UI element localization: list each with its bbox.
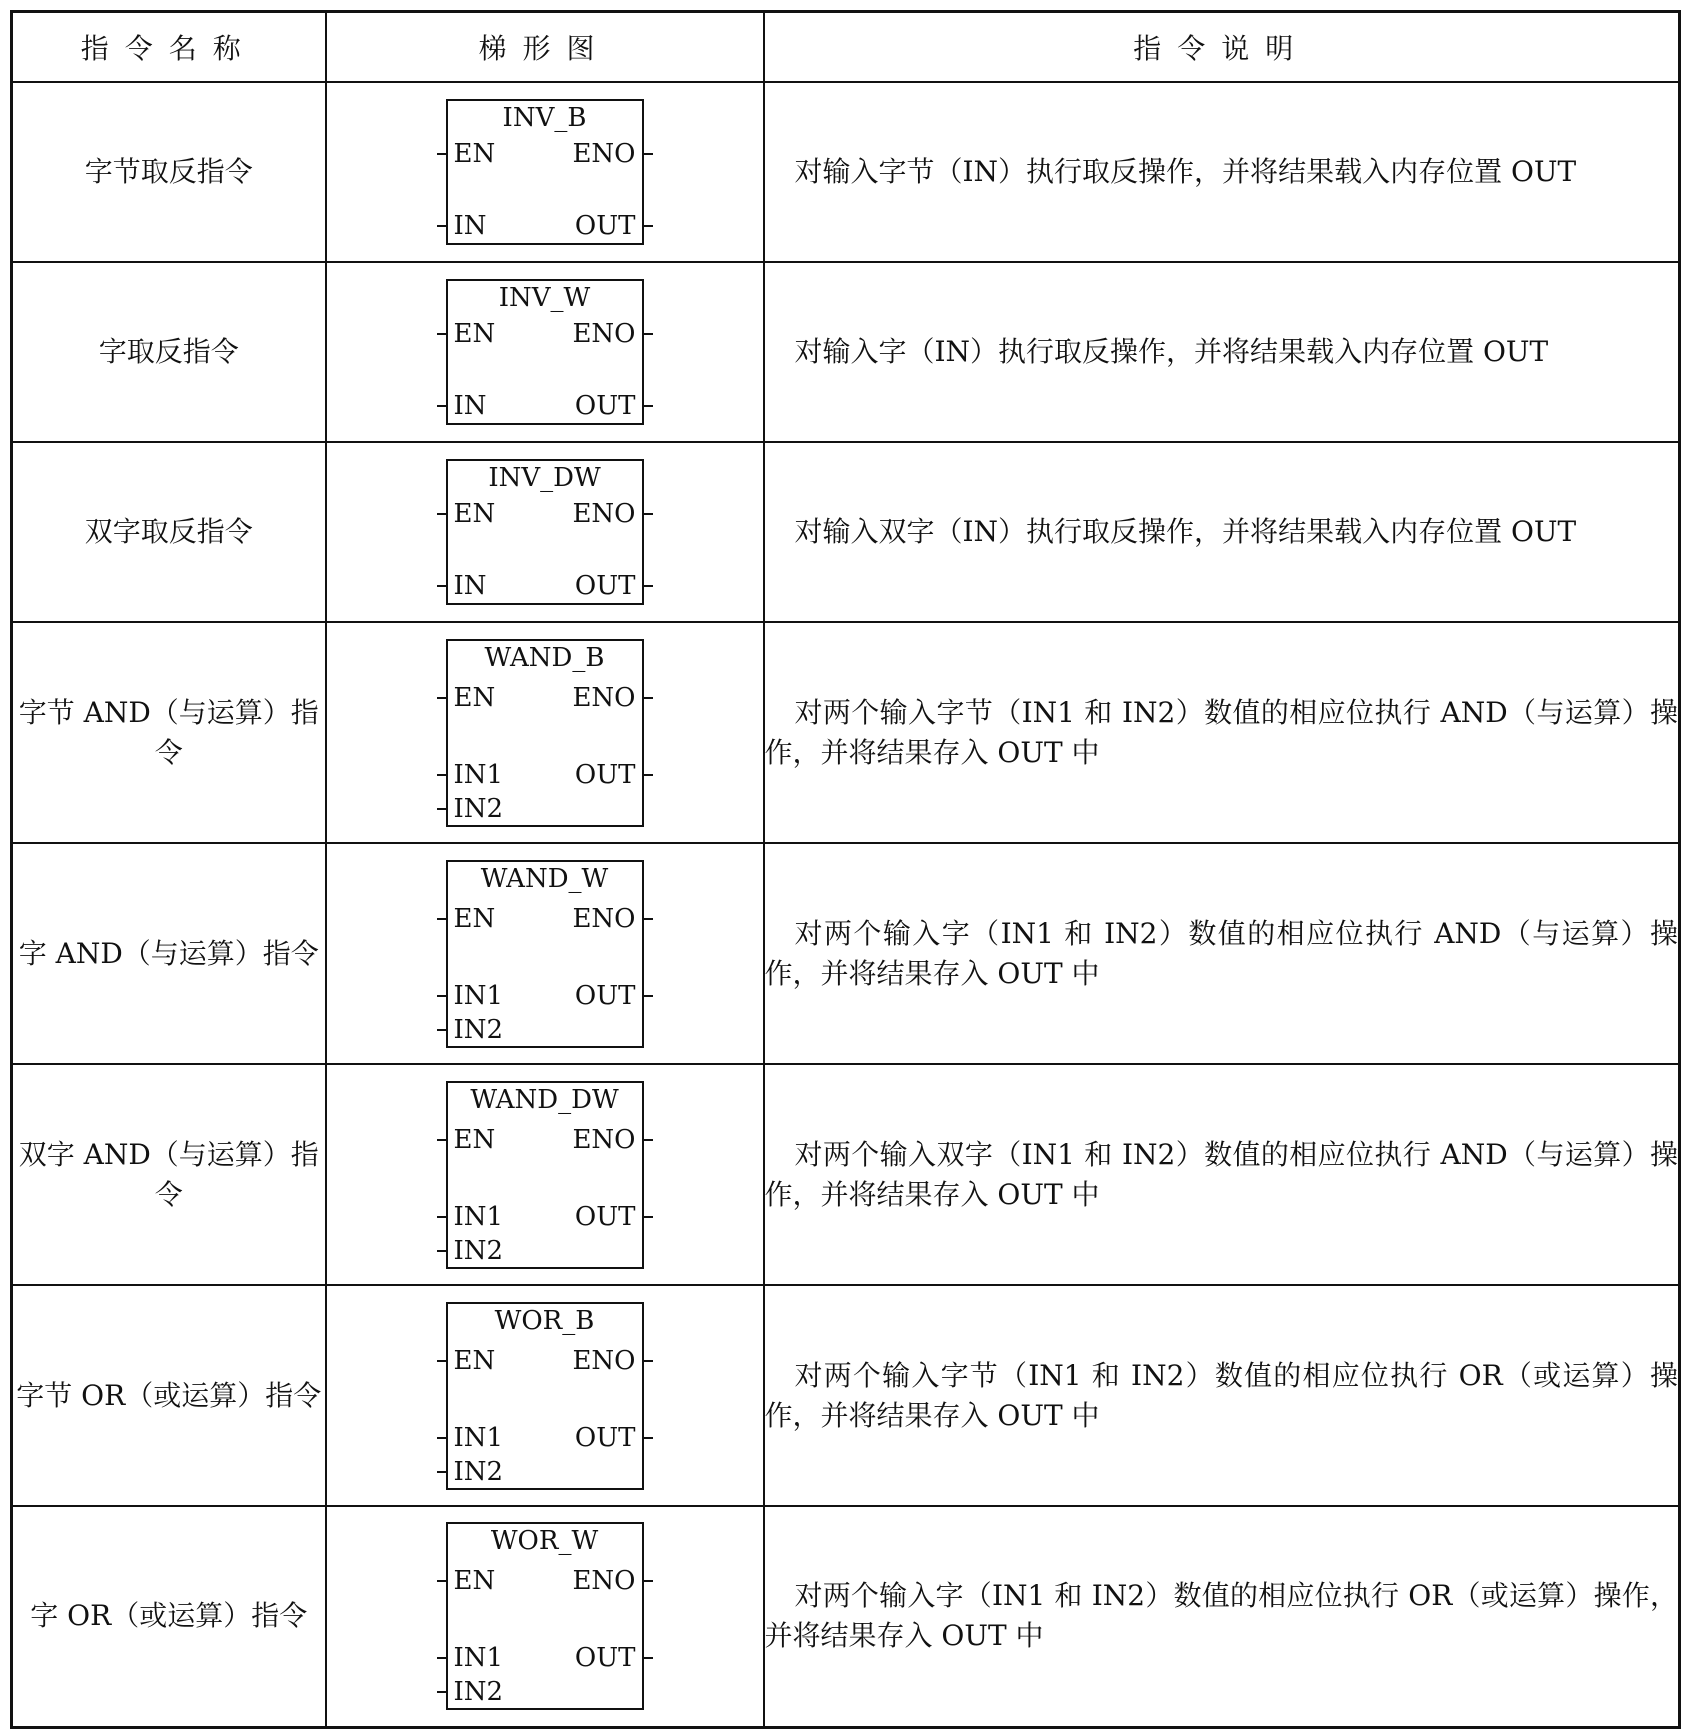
wire-out <box>644 1437 653 1439</box>
block-title: WOR_W <box>490 1526 599 1557</box>
ladder-block <box>446 279 644 425</box>
pin-eno: ENO <box>572 682 636 713</box>
ladder-cell <box>326 622 764 843</box>
instruction-description <box>764 82 1680 262</box>
block-title: WAND_DW <box>470 1084 619 1115</box>
wire-out <box>644 995 653 997</box>
wire-in1 <box>437 995 446 997</box>
wire-in2 <box>437 1471 446 1473</box>
ladder-cell <box>326 1285 764 1506</box>
wire-out <box>644 225 653 227</box>
ladder-cell <box>326 1064 764 1285</box>
wire-en <box>437 1360 446 1362</box>
instruction-name: 字取反指令 <box>12 262 326 442</box>
table-row <box>12 843 1680 1064</box>
wire-eno <box>644 153 653 155</box>
instruction-name: 字 OR（或运算）指令 <box>12 1506 326 1727</box>
wire-en <box>437 153 446 155</box>
ladder-cell <box>326 843 764 1064</box>
pin-in2: IN2 <box>453 1014 504 1045</box>
block-title: WAND_W <box>480 863 609 894</box>
pin-en: EN <box>453 1345 496 1376</box>
description-text: 对两个输入字（IN1 和 IN2）数值的相应位执行 AND（与运算）操作，并将结果存入 OUT 中 <box>764 916 1678 990</box>
instruction-description <box>764 1064 1680 1285</box>
instruction-name: 字节取反指令 <box>12 82 326 262</box>
wire-eno <box>644 918 653 920</box>
ladder-block <box>446 1522 644 1710</box>
pin-in1: IN1 <box>453 1643 504 1674</box>
table-row <box>12 82 1680 262</box>
pin-in1: IN1 <box>453 980 504 1011</box>
wire-in2 <box>437 1691 446 1693</box>
pin-eno: ENO <box>572 1566 636 1597</box>
pin-en: EN <box>453 1124 496 1155</box>
pin-en: EN <box>453 139 496 169</box>
instruction-table <box>10 10 1681 1729</box>
wire-in1 <box>437 1437 446 1439</box>
header-instruction-name: 指令名称 <box>12 12 326 83</box>
wire-eno <box>644 697 653 699</box>
description-text: 对输入字（IN）执行取反操作，并将结果载入内存位置 OUT <box>794 335 1549 368</box>
wire-eno <box>644 513 653 515</box>
pin-in: IN <box>453 391 487 421</box>
pin-en: EN <box>453 903 496 934</box>
pin-out: OUT <box>574 391 636 421</box>
header-instruction-description: 指令说明 <box>764 12 1680 83</box>
ladder-cell <box>326 442 764 622</box>
wire-eno <box>644 1360 653 1362</box>
wire-eno <box>644 1580 653 1582</box>
pin-out: OUT <box>574 571 636 601</box>
pin-in2: IN2 <box>453 1235 504 1266</box>
ladder-block <box>446 1302 644 1490</box>
wire-in1 <box>437 1216 446 1218</box>
table-row <box>12 262 1680 442</box>
table-row <box>12 442 1680 622</box>
wire-in <box>437 585 446 587</box>
pin-eno: ENO <box>572 1124 636 1155</box>
instruction-name: 字 AND（与运算）指令 <box>12 843 326 1064</box>
description-text: 对两个输入双字（IN1 和 IN2）数值的相应位执行 AND（与运算）操作，并将结果存入 OUT 中 <box>764 1137 1678 1211</box>
ladder-block <box>446 860 644 1048</box>
block-title: INV_DW <box>488 463 601 493</box>
table-row <box>12 1506 1680 1727</box>
block-title: INV_W <box>498 283 591 313</box>
instruction-description <box>764 1506 1680 1727</box>
ladder-block <box>446 639 644 827</box>
table-header-row <box>12 12 1680 83</box>
wire-out <box>644 1216 653 1218</box>
block-title: INV_B <box>502 103 587 133</box>
ladder-block <box>446 1081 644 1269</box>
wire-en <box>437 333 446 335</box>
pin-out: OUT <box>574 1422 636 1453</box>
pin-out: OUT <box>574 1643 636 1674</box>
instruction-name: 双字 AND（与运算）指令 <box>12 1064 326 1285</box>
instruction-description <box>764 622 1680 843</box>
instruction-description <box>764 843 1680 1064</box>
description-text: 对两个输入字节（IN1 和 IN2）数值的相应位执行 OR（或运算）操作，并将结果存入 OUT 中 <box>764 1358 1678 1432</box>
pin-in: IN <box>453 571 487 601</box>
wire-eno <box>644 333 653 335</box>
block-title: WOR_B <box>494 1305 595 1336</box>
wire-en <box>437 1580 446 1582</box>
pin-eno: ENO <box>572 319 636 349</box>
wire-in2 <box>437 1250 446 1252</box>
table-row <box>12 1064 1680 1285</box>
wire-in2 <box>437 808 446 810</box>
header-ladder-diagram: 梯形图 <box>326 12 764 83</box>
ladder-cell <box>326 262 764 442</box>
pin-in1: IN1 <box>453 1201 504 1232</box>
pin-in2: IN2 <box>453 793 504 824</box>
description-text: 对两个输入字节（IN1 和 IN2）数值的相应位执行 AND（与运算）操作，并将结果存入 OUT 中 <box>764 695 1678 769</box>
pin-en: EN <box>453 682 496 713</box>
table-row <box>12 622 1680 843</box>
wire-en <box>437 697 446 699</box>
ladder-cell <box>326 1506 764 1727</box>
table-row <box>12 1285 1680 1506</box>
wire-out <box>644 1657 653 1659</box>
block-title: WAND_B <box>484 642 605 673</box>
pin-in2: IN2 <box>453 1677 504 1708</box>
pin-out: OUT <box>574 211 636 241</box>
instruction-description <box>764 1285 1680 1506</box>
wire-en <box>437 918 446 920</box>
instruction-description <box>764 442 1680 622</box>
wire-out <box>644 774 653 776</box>
wire-in1 <box>437 774 446 776</box>
pin-eno: ENO <box>572 1345 636 1376</box>
wire-eno <box>644 1139 653 1141</box>
pin-out: OUT <box>574 980 636 1011</box>
instruction-name: 字节 OR（或运算）指令 <box>12 1285 326 1506</box>
pin-eno: ENO <box>572 139 636 169</box>
pin-in1: IN1 <box>453 759 504 790</box>
ladder-block <box>446 99 644 245</box>
wire-out <box>644 585 653 587</box>
pin-en: EN <box>453 499 496 529</box>
pin-in2: IN2 <box>453 1456 504 1487</box>
pin-in: IN <box>453 211 487 241</box>
description-text: 对输入字节（IN）执行取反操作，并将结果载入内存位置 OUT <box>794 155 1577 188</box>
wire-in1 <box>437 1657 446 1659</box>
wire-in2 <box>437 1029 446 1031</box>
ladder-cell <box>326 82 764 262</box>
wire-in <box>437 225 446 227</box>
pin-out: OUT <box>574 759 636 790</box>
wire-en <box>437 513 446 515</box>
instruction-name: 字节 AND（与运算）指令 <box>12 622 326 843</box>
pin-en: EN <box>453 1566 496 1597</box>
wire-in <box>437 405 446 407</box>
instruction-description <box>764 262 1680 442</box>
wire-en <box>437 1139 446 1141</box>
ladder-block <box>446 459 644 605</box>
pin-en: EN <box>453 319 496 349</box>
description-text: 对输入双字（IN）执行取反操作，并将结果载入内存位置 OUT <box>794 515 1577 548</box>
instruction-name: 双字取反指令 <box>12 442 326 622</box>
pin-in1: IN1 <box>453 1422 504 1453</box>
pin-eno: ENO <box>572 903 636 934</box>
pin-out: OUT <box>574 1201 636 1232</box>
pin-eno: ENO <box>572 499 636 529</box>
wire-out <box>644 405 653 407</box>
description-text: 对两个输入字（IN1 和 IN2）数值的相应位执行 OR（或运算）操作，并将结果存入 OUT 中 <box>764 1579 1678 1653</box>
